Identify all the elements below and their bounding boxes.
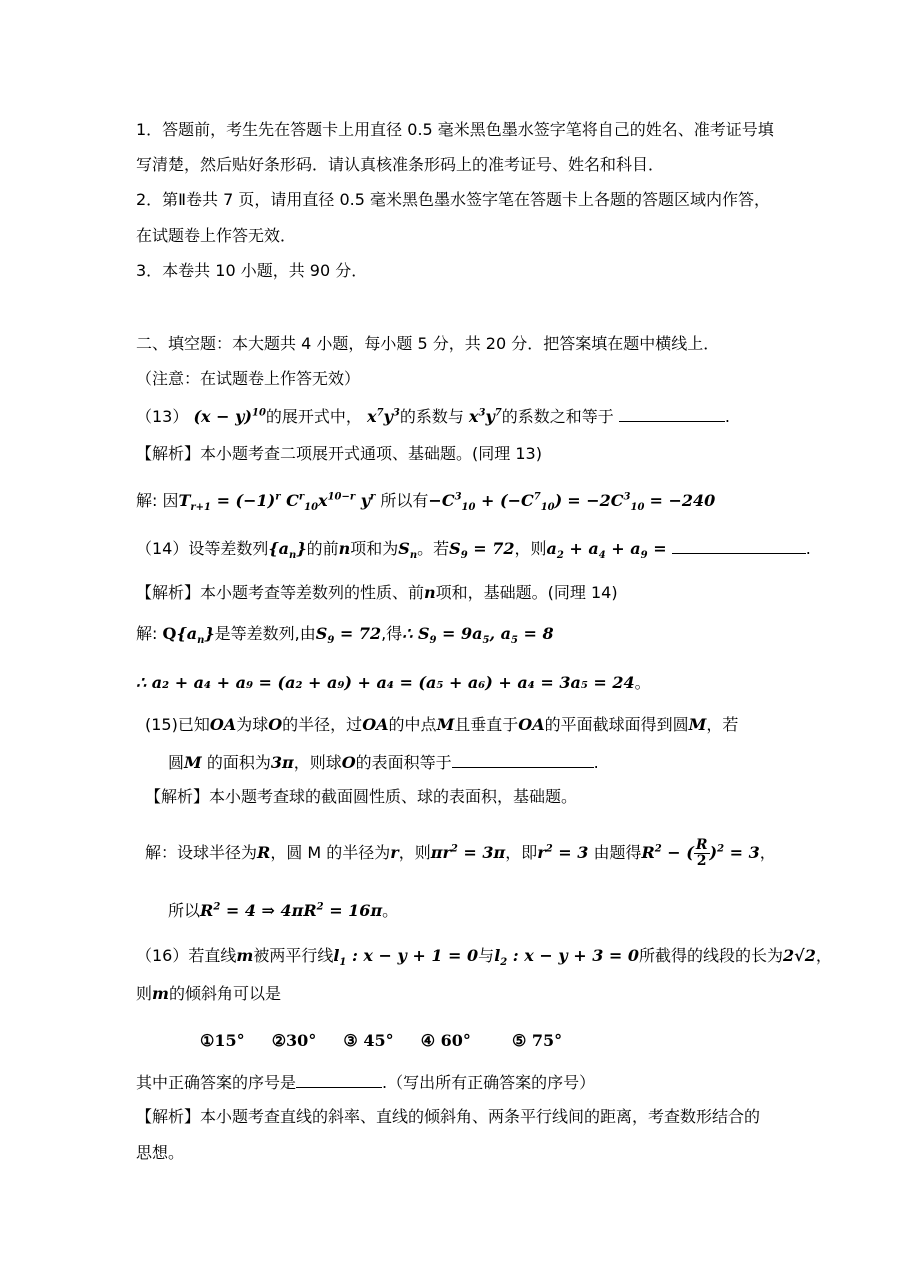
- q13-term-x7y3: $x^7y^3$: [367, 407, 400, 426]
- q16-option-4[interactable]: ④ 60°: [420, 1031, 471, 1050]
- section-note: （注意：在试题卷上作答无效）: [136, 369, 361, 388]
- q14-solution-line-1: 解: $Q\{a_n\}$是等差数列,由$S_9 = 72$,得∴ $S_9 = 9a_5$, $a_5 = 8$: [136, 624, 554, 647]
- q14-sequence: $\{a_n\}$: [268, 539, 307, 562]
- note-1-line-1: 1．答题前，考生先在答题卡上用直径 0.5 毫米黑色墨水签字笔将自己的姓名、准考证号填: [136, 120, 774, 139]
- q13-number: （13）: [136, 407, 189, 426]
- q13-answer: = −240: [649, 491, 716, 510]
- q16-analysis-line-1: 【解析】本小题考查直线的斜率、直线的倾斜角、两条平行线间的距离，考查数形结合的: [136, 1107, 761, 1126]
- q16-answer-blank[interactable]: [296, 1073, 382, 1088]
- q15-analysis: 【解析】本小题考查球的截面圆性质、球的表面积，基础题。: [145, 787, 578, 806]
- q16-option-2[interactable]: ②30°: [271, 1031, 317, 1050]
- q16-option-5[interactable]: ⑤ 75°: [511, 1031, 563, 1050]
- q15-statement-line-2: 圆M 的面积为3π，则球O的表面积等于 .: [168, 753, 599, 772]
- q15-answer-blank[interactable]: [452, 753, 594, 768]
- q13-general-term: $T_{r+1} = (-1)^r$ $C^r_{10}x^{10-r}$ $y^r$: [178, 491, 376, 514]
- section-title: 二、填空题：本大题共 4 小题，每小题 5 分，共 20 分．把答案填在题中横线上．: [136, 334, 720, 353]
- q13-sum: $-C^3_{10} + (-C^7_{10})$: [428, 491, 563, 514]
- q15-statement-line-1: (15)已知OA为球O的半径，过OA的中点M且垂直于OA的平面截球面得到圆M，若: [145, 715, 739, 734]
- note-1-line-2: 写清楚，然后贴好条形码．请认真核准条形码上的准考证号、姓名和科目．: [136, 155, 665, 174]
- q13-statement: （13） $(x - y)^{10}$的展开式中， $x^7y^3$的系数与 $x^3y^7$的系数之和等于 .: [136, 407, 730, 426]
- q14-answer-blank[interactable]: [672, 539, 806, 554]
- q15-solution-line-1: 解：设球半径为R，圆 M 的半径为r，则$\pi r^2 = 3\pi$，即$r^2 = 3$ 由题得$R^2$ − ( $\frac{R}{2}$ )$^2$ = 3，: [145, 837, 776, 869]
- q14-solution-line-2: ∴ a₂ + a₄ + a₉ = (a₂ + a₉) + a₄ = (a₅ + a₆) + a₄ = 3a₅ = 24。: [136, 673, 651, 692]
- q16-option-3[interactable]: ③ 45°: [343, 1031, 394, 1050]
- note-3: 3．本卷共 10 小题，共 90 分．: [136, 261, 368, 280]
- q13-answer-blank[interactable]: [619, 407, 725, 422]
- q14-analysis: 【解析】本小题考查等差数列的性质、前n项和，基础题。(同理 14): [136, 583, 618, 602]
- q16-statement-line-1: （16）若直线m被两平行线$l_1$ : x − y + 1 = 0与$l_2$ : x − y + 3 = 0所截得的线段的长为2√2，: [136, 946, 832, 969]
- q16-option-1[interactable]: ①15°: [200, 1031, 245, 1050]
- q13-analysis: 【解析】本小题考查二项展开式通项、基础题。(同理 13): [136, 444, 542, 463]
- q14-statement: （14）设等差数列$\{a_n\}$的前n项和为$S_n$。若$S_9 = 72$，则$a_2 + a_4 + a_9$ = .: [136, 539, 811, 562]
- note-2-line-1: 2．第Ⅱ卷共 7 页，请用直径 0.5 毫米黑色墨水签字笔在答题卡上各题的答题区域内作答，: [136, 190, 771, 209]
- q16-answer-line: 其中正确答案的序号是 .（写出所有正确答案的序号）: [136, 1073, 596, 1092]
- q13-solution: 解: 因$T_{r+1} = (-1)^r$ $C^r_{10}x^{10-r}$ $y^r$ 所以有$-C^3_{10} + (-C^7_{10}) = -2C^3_{10} = -240$: [136, 491, 716, 514]
- q16-analysis-line-2: 思想。: [136, 1143, 185, 1162]
- q13-binomial: $(x - y)^{10}$: [193, 407, 266, 426]
- q16-options: [200, 1030, 562, 1052]
- q16-statement-line-2: 则m的倾斜角可以是: [136, 984, 281, 1003]
- q15-solution-line-2: 所以$R^2 = 4$ ⇒ $4\pi R^2 = 16\pi$。: [168, 901, 399, 920]
- note-2-line-2: 在试题卷上作答无效．: [136, 226, 297, 245]
- q13-term-x3y7: $x^3y^7$: [468, 407, 502, 426]
